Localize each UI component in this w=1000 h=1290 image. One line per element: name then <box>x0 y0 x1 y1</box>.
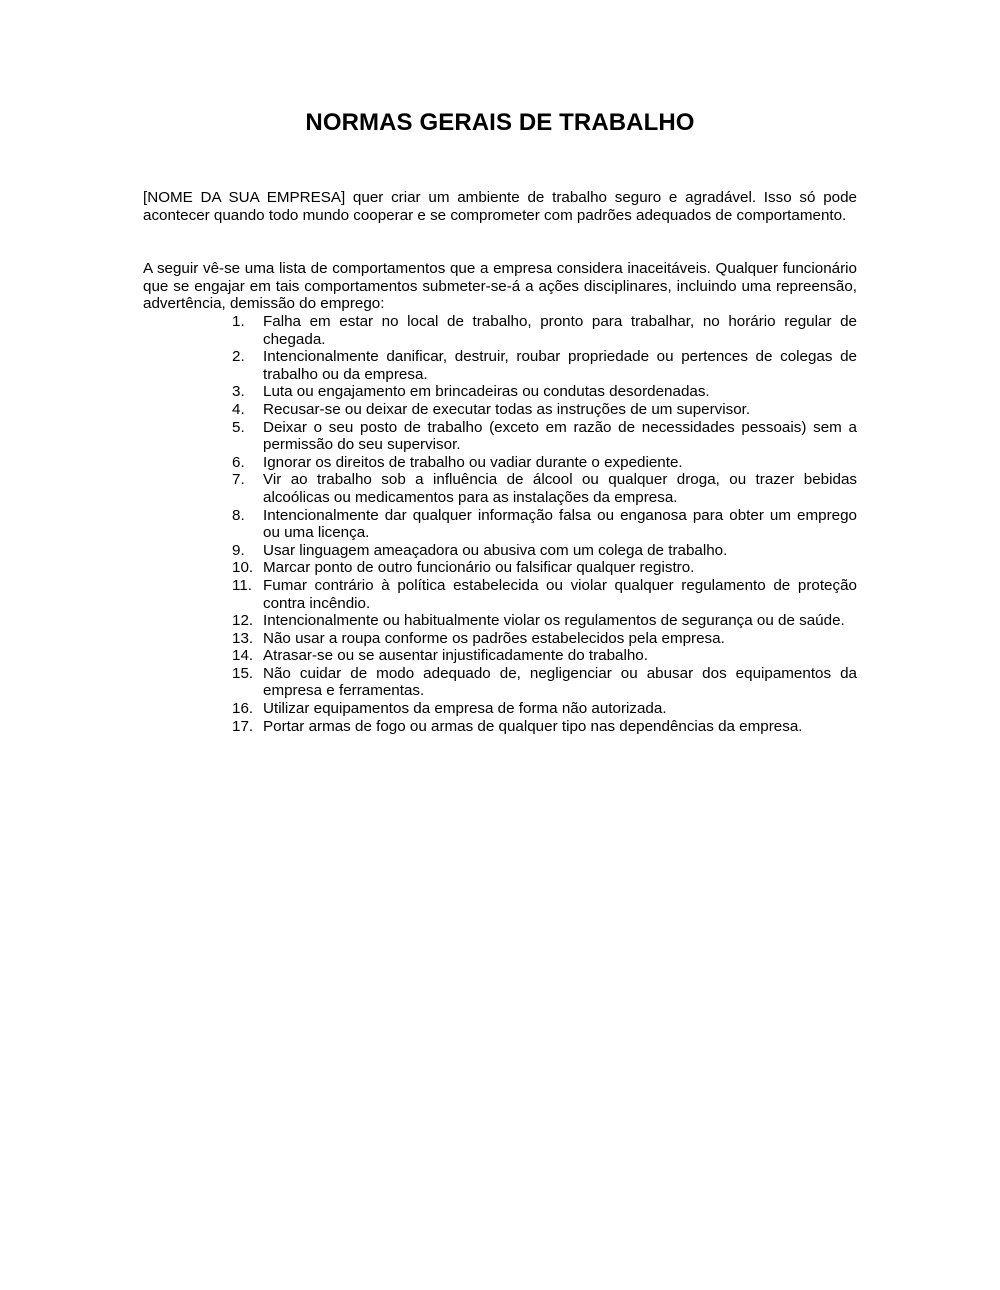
list-item-text: Fumar contrário à política estabelecida ou violar qualquer regulamento de proteção contra incêndio. <box>263 576 857 612</box>
list-item-text: Intencionalmente dar qualquer informação falsa ou enganosa para obter um emprego ou uma licença. <box>263 506 857 542</box>
list-item <box>143 401 857 419</box>
list-intro-paragraph: A seguir vê-se uma lista de comportamentos que a empresa considera inaceitáveis. Qualquer funcionário que se engajar em tais comportamentos submeter-se-á a ações disciplinares, incluindo uma repreensão, advertência, demissão do emprego: <box>143 260 857 313</box>
list-item-text: Recusar-se ou deixar de executar todas as instruções de um supervisor. <box>263 400 751 418</box>
list-item <box>143 559 857 577</box>
list-item <box>143 383 857 401</box>
list-item-number: 6. <box>232 453 245 471</box>
intro-paragraph: [NOME DA SUA EMPRESA] quer criar um ambiente de trabalho seguro e agradável. Isso só pode acontecer quando todo mundo cooperar e se comprometer com padrões adequados de comportamento. <box>143 189 857 224</box>
list-item-text: Atrasar-se ou se ausentar injustificadamente do trabalho. <box>263 647 648 665</box>
list-item <box>143 471 857 506</box>
list-item <box>143 718 857 736</box>
list-item <box>143 348 857 383</box>
list-item-text: Ignorar os direitos de trabalho ou vadiar durante o expediente. <box>263 453 683 471</box>
list-item-text: Marcar ponto de outro funcionário ou falsificar qualquer registro. <box>263 559 695 577</box>
list-item-number: 16. <box>232 700 254 718</box>
list-item-number: 1. <box>232 313 245 330</box>
list-item <box>143 507 857 542</box>
list-item-number: 7. <box>232 471 245 489</box>
list-item-text: Não usar a roupa conforme os padrões estabelecidos pela empresa. <box>263 629 725 647</box>
list-item <box>143 647 857 665</box>
list-item-text: Portar armas de fogo ou armas de qualquer tipo nas dependências da empresa. <box>263 717 803 735</box>
list-item-text: Intencionalmente danificar, destruir, roubar propriedade ou pertences de colegas de trabalho ou da empresa. <box>263 348 857 383</box>
list-item <box>143 454 857 472</box>
list-item-number: 11. <box>232 576 252 594</box>
list-item-number: 14. <box>232 647 254 665</box>
list-item <box>143 630 857 648</box>
list-item-number: 13. <box>232 629 254 647</box>
list-item-text: Usar linguagem ameaçadora ou abusiva com um colega de trabalho. <box>263 541 728 559</box>
list-item <box>143 313 857 348</box>
list-item-number: 3. <box>232 383 245 401</box>
list-item-number: 8. <box>232 506 245 524</box>
list-item <box>143 542 857 560</box>
list-item-text: Vir ao trabalho sob a influência de álcool ou qualquer droga, ou trazer bebidas alcoólicas ou medicamentos para as instalações da empresa. <box>263 471 857 506</box>
list-item-number: 12. <box>232 612 254 630</box>
page-title: NORMAS GERAIS DE TRABALHO <box>305 109 695 136</box>
list-item-text: Utilizar equipamentos da empresa de forma não autorizada. <box>263 700 667 718</box>
list-item <box>143 577 857 612</box>
list-item <box>143 419 857 454</box>
list-item-text: Não cuidar de modo adequado de, negligenciar ou abusar dos equipamentos da empresa e ferramentas. <box>263 664 857 700</box>
list-item-number: 9. <box>232 541 245 559</box>
list-item-number: 5. <box>232 418 245 436</box>
list-item-text: Deixar o seu posto de trabalho (exceto em razão de necessidades pessoais) sem a permissão do seu supervisor. <box>263 418 857 454</box>
list-item <box>143 612 857 630</box>
list-item <box>143 665 857 700</box>
list-item-number: 10. <box>232 559 254 577</box>
list-item-number: 15. <box>232 664 254 682</box>
list-item-text: Falha em estar no local de trabalho, pronto para trabalhar, no horário regular de chegada. <box>263 313 857 348</box>
list-item <box>143 700 857 718</box>
list-item-number: 17. <box>232 717 254 735</box>
list-item-number: 2. <box>232 348 245 366</box>
unacceptable-behaviors-list <box>143 313 857 735</box>
list-item-text: Luta ou engajamento em brincadeiras ou condutas desordenadas. <box>263 383 710 401</box>
list-item-number: 4. <box>232 400 245 418</box>
list-item-text: Intencionalmente ou habitualmente violar os regulamentos de segurança ou de saúde. <box>263 612 845 630</box>
